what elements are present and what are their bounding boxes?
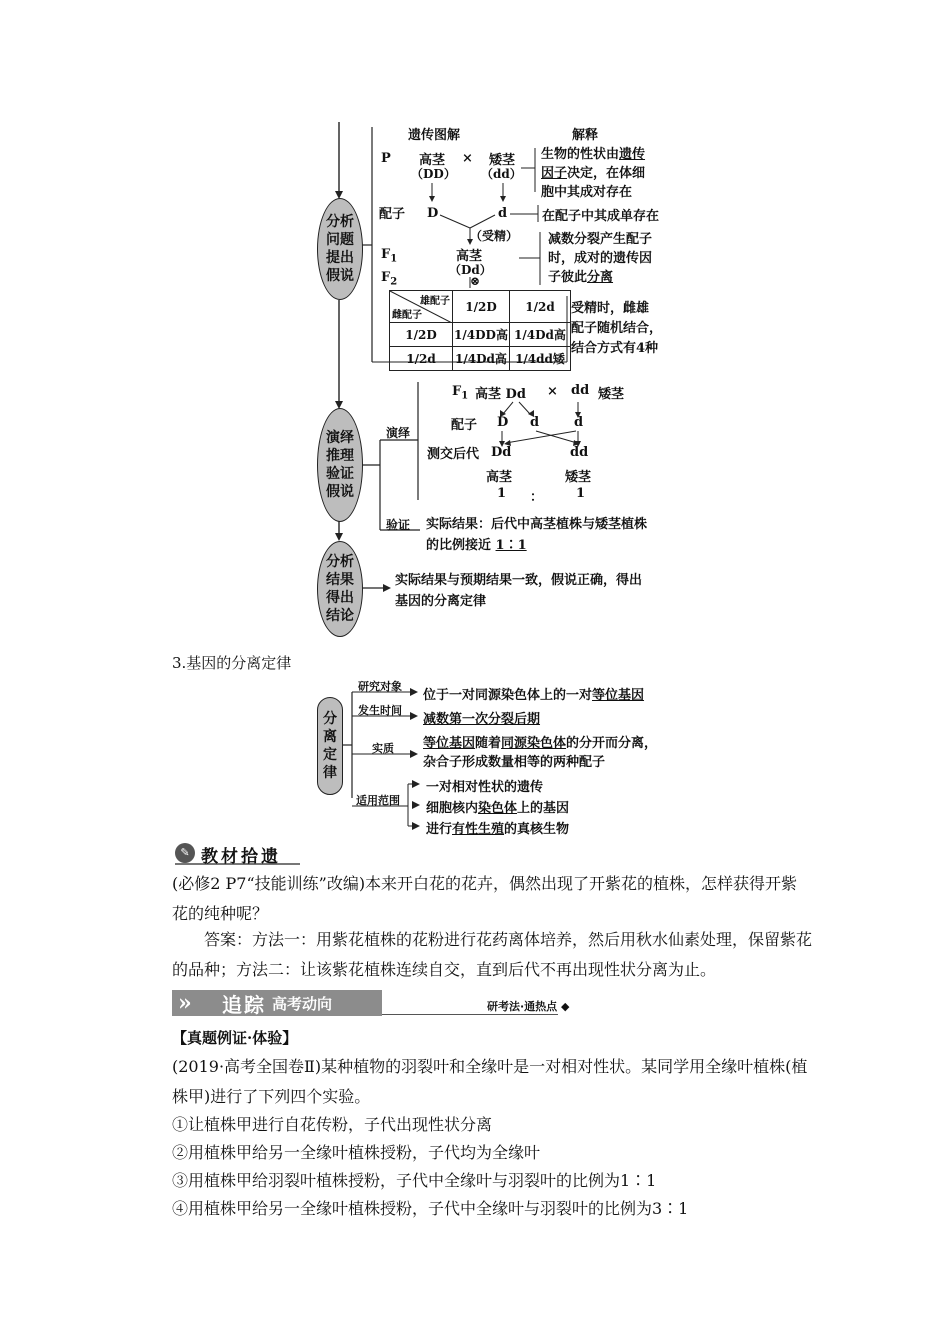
ratio-1: 1 bbox=[497, 486, 507, 501]
row-text-object: 位于一对同源染色体上的一对等位基因 bbox=[423, 688, 645, 703]
deduction-gamete-D: D bbox=[497, 415, 509, 430]
exam-intro: (2019·高考全国卷Ⅱ)某种植物的羽裂叶和全缘叶是一对相对性状。某同学用全缘叶植株(植株甲)进行了下列四个实验。 bbox=[172, 1057, 808, 1106]
exam-bracket-title: 【真题例证·体验】 bbox=[172, 1029, 298, 1047]
p-tall: 高茎 bbox=[419, 153, 446, 168]
deduction-times: × bbox=[547, 384, 558, 399]
label-F1: $F_1$ bbox=[381, 247, 398, 265]
section3-heading: 3.基因的分离定律 bbox=[172, 654, 292, 672]
textbook-question: (必修2 P7“技能训练”改编)本来开白花的花卉，偶然出现了开紫花的植株，怎样获得开紫花的纯种呢？ bbox=[172, 874, 798, 923]
exam-item-2: ②用植株甲给另一全缘叶植株授粉，子代均为全缘叶 bbox=[172, 1143, 541, 1162]
exam-item-1: ①让植株甲进行自花传粉，子代出现性状分离 bbox=[172, 1115, 493, 1134]
testcross-dd: dd bbox=[570, 445, 589, 460]
testcross-tall: 高茎 bbox=[486, 470, 513, 485]
label-gamete: 配子 bbox=[379, 207, 406, 222]
f1-genotype: （Dd） bbox=[449, 263, 492, 277]
deduction-f1: $F_1$ bbox=[452, 384, 469, 402]
header-explanation: 解释 bbox=[572, 128, 599, 143]
banner-underline bbox=[382, 1014, 558, 1015]
label-F2: $F_2$ bbox=[381, 270, 398, 288]
gamete-D: D bbox=[427, 206, 439, 221]
row-text-time: 减数第一次分裂后期 bbox=[423, 712, 541, 727]
deduction-dd: dd bbox=[571, 383, 590, 398]
table-cell: 1/2D bbox=[390, 323, 453, 347]
verify-text: 实际结果：后代中高茎植株与矮茎植株 的比例接近 1∶1 bbox=[426, 517, 648, 553]
oval-segregation-law: 分离定律 bbox=[317, 697, 343, 795]
chevron-icon: » bbox=[178, 990, 192, 1016]
ratio-colon: ： bbox=[530, 490, 544, 505]
table-cell: 1/2d bbox=[390, 347, 453, 371]
textbook-title-bar: ✎ 教材拾遗 bbox=[175, 843, 300, 865]
exam-item-3: ③用植株甲给羽裂叶植株授粉，子代中全缘叶与羽裂叶的比例为1∶1 bbox=[172, 1171, 657, 1190]
deduction-gamete-d: d bbox=[530, 415, 540, 430]
deduction-label: 演绎 bbox=[386, 426, 411, 440]
row-label-scope: 适用范围 bbox=[356, 794, 400, 807]
testcross-label: 测交后代 bbox=[427, 447, 480, 462]
f1-tall: 高茎 bbox=[456, 249, 483, 264]
row-label-object: 研究对象 bbox=[358, 680, 402, 693]
p-short: 矮茎 bbox=[489, 153, 516, 168]
oval-conclude: 分析结果得出结论 bbox=[317, 541, 363, 637]
self-cross-symbol: ⊗ bbox=[470, 274, 481, 288]
scope-item-2: 细胞核内染色体上的基因 bbox=[426, 801, 570, 816]
gamete-d: d bbox=[498, 206, 508, 221]
row-label-time: 发生时间 bbox=[358, 704, 402, 717]
label-P: P bbox=[381, 151, 391, 166]
banner-right-text: 研考法·通热点 ◆ bbox=[487, 1000, 570, 1013]
p-short-genotype: （dd） bbox=[481, 167, 522, 181]
header-genetic-diagram: 遗传图解 bbox=[408, 128, 461, 143]
table-cell: 1/4DD高 bbox=[453, 323, 510, 347]
deduction-short: 矮茎 bbox=[598, 387, 625, 402]
deduction-gamete-d2: d bbox=[574, 415, 584, 430]
table-header: 1/2d bbox=[510, 291, 571, 323]
oval-hypothesis: 分析问题提出假说 bbox=[317, 198, 363, 300]
scope-item-1: 一对相对性状的遗传 bbox=[426, 780, 544, 795]
row-text-essence: 等位基因随着同源染色体的分开而分离， 杂合子形成数量相等的两种配子 bbox=[423, 736, 658, 770]
explain-4: 受精时，雌雄 配子随机结合， 结合方式有4种 bbox=[571, 301, 663, 356]
p-tall-genotype: （DD） bbox=[411, 167, 456, 181]
conclusion-text: 实际结果与预期结果一致，假说正确，得出 基因的分离定律 bbox=[395, 573, 643, 609]
testcross-short: 矮茎 bbox=[565, 470, 592, 485]
ratio-2: 1 bbox=[576, 486, 586, 501]
table-corner: 雄配子 雌配子 bbox=[390, 291, 453, 323]
verify-label: 验证 bbox=[386, 518, 411, 532]
deduction-gamete-label: 配子 bbox=[451, 418, 478, 433]
p-times: × bbox=[462, 151, 473, 166]
explain-1: 生物的性状由遗传 因子决定，在体细 胞中其成对存在 bbox=[541, 147, 646, 200]
oval-deduce: 演绎推理验证假说 bbox=[317, 408, 363, 522]
fertilization: （受精） bbox=[470, 229, 519, 243]
diamond-icon: ◆ bbox=[561, 1000, 570, 1013]
scope-item-3: 进行有性生殖的真核生物 bbox=[426, 822, 570, 837]
row-label-essence: 实质 bbox=[372, 742, 394, 755]
table-cell: 1/4dd矮 bbox=[510, 347, 571, 371]
exam-item-4: ④用植株甲给另一全缘叶植株授粉，子代中全缘叶与羽裂叶的比例为3∶1 bbox=[172, 1199, 689, 1218]
table-cell: 1/4Dd高 bbox=[453, 347, 510, 371]
table-cell: 1/4Dd高 bbox=[510, 323, 571, 347]
exam-banner: » 追踪 高考动向 bbox=[172, 990, 382, 1016]
table-header: 1/2D bbox=[453, 291, 510, 323]
testcross-Dd: Dd bbox=[491, 445, 512, 460]
deduction-f1-tall: 高茎 Dd bbox=[475, 387, 526, 402]
explain-3: 减数分裂产生配子 时，成对的遗传因 子彼此分离 bbox=[548, 232, 653, 285]
pen-icon: ✎ bbox=[175, 843, 195, 863]
textbook-answer: 答案：方法一：用紫花植株的花粉进行花药离体培养，然后用秋水仙素处理，保留紫花的品种；方法二：让该紫花植株连续自交，直到后代不再出现性状分离为止。 bbox=[172, 930, 813, 979]
explain-2: 在配子中其成单存在 bbox=[542, 209, 660, 224]
